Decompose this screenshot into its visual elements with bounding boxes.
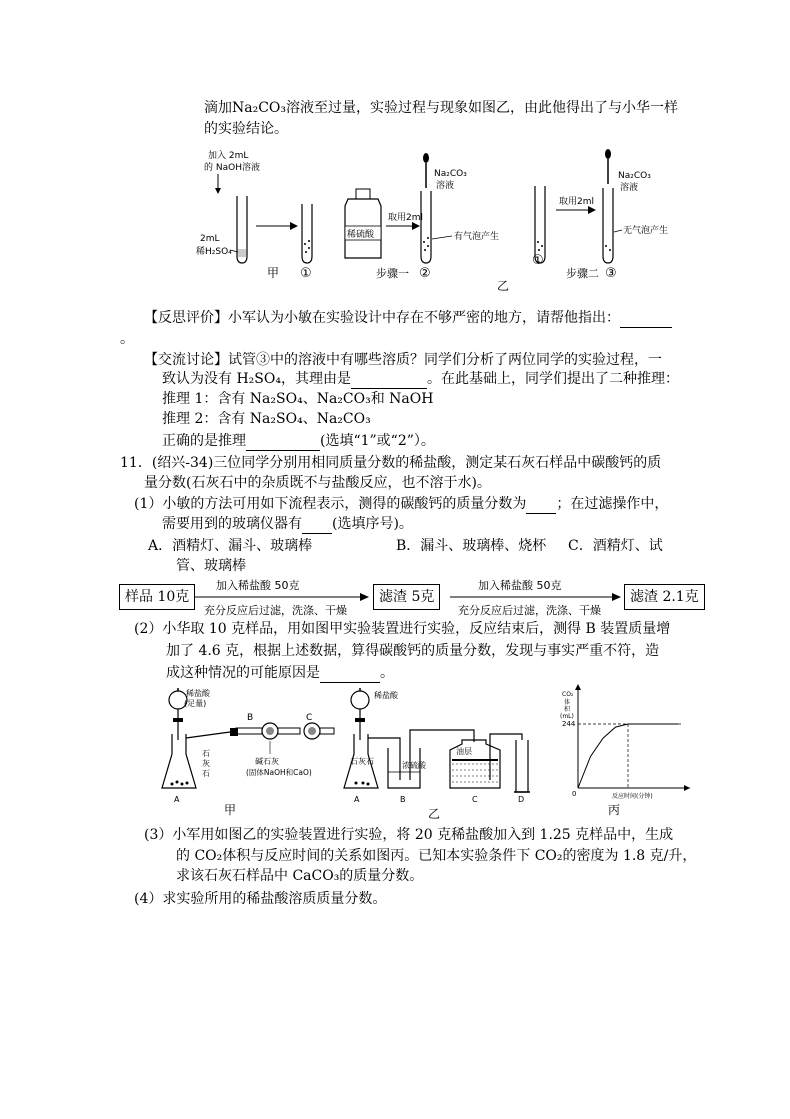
- y-label-3: 积: [564, 706, 571, 713]
- take-2ml-label-b: 取用2ml: [559, 197, 594, 207]
- label-b2: B: [400, 795, 406, 804]
- intro-line-2: 的实验结论。: [204, 121, 288, 137]
- flow-box-sample: 样品 10克: [119, 584, 195, 610]
- lime-2: 灰: [202, 759, 210, 768]
- p1-line1a: (1）小敏的方法可用如下流程表示，测得的碳酸钙的质量分数为: [134, 496, 527, 512]
- co2-chart: [560, 684, 690, 817]
- discuss-line-2: [162, 369, 679, 389]
- p1-line2b: (选填序号)。: [332, 516, 413, 532]
- acid-note: (足量): [184, 699, 207, 708]
- oil-layer-label: 油层: [456, 747, 472, 756]
- add-naoh-label-1: 加入 2mL: [208, 151, 249, 161]
- label-b: B: [247, 713, 254, 723]
- p3-line-1: (3）小军用如图乙的实验装置进行实验，将 20 克稀盐酸加入到 1.25 克样品中，生成: [144, 827, 674, 843]
- figure-jia-yi: [190, 146, 680, 296]
- test-tube-1: [302, 204, 312, 263]
- option-b: B．漏斗、玻璃棒、烧杯: [396, 538, 547, 554]
- p1-line2a: 需要用到的玻璃仪器有: [162, 516, 302, 532]
- reflect-blank[interactable]: [620, 327, 672, 328]
- p4-line-1: (4）求实验所用的稀盐酸溶质质量分数。: [134, 891, 387, 907]
- label-circle-1: ①: [300, 266, 312, 281]
- step-2-label: 步骤二: [566, 267, 599, 280]
- soda-lime-2: (固体NaOH和CaO): [246, 768, 312, 777]
- limestone-label: 石灰石: [350, 757, 374, 766]
- test-tube-3: [603, 188, 613, 263]
- label-bing: 丙: [608, 803, 621, 817]
- test-tube-2: [421, 191, 431, 263]
- soda-lime-1: 碱石灰: [255, 757, 279, 766]
- na2co3-label-1: Na₂CO₃: [434, 169, 467, 179]
- inference-2: 推理 2：含有 Na₂SO₄、Na₂CO₃: [162, 411, 371, 427]
- reflect-text: 【反思评价】小军认为小敏在实验设计中存在不够严密的地方，请帮他指出：: [144, 310, 620, 326]
- discuss-line-2b: 。在此基础上，同学们提出了二种推理：: [426, 371, 679, 387]
- q11-line-1: 11．(绍兴-34)三位同学分别用相同质量分数的稀盐酸，测定某石灰石样品中碳酸钙的质: [120, 455, 662, 471]
- reflect-line: [144, 308, 672, 328]
- na2co3-b-label-1: Na₂CO₃: [618, 171, 651, 181]
- p1-blank-2[interactable]: [302, 533, 332, 534]
- label-circle-1b: ①: [532, 253, 544, 268]
- acid-label-2: 稀盐酸: [374, 691, 398, 700]
- label-a2: A: [354, 795, 360, 804]
- flow-box-residue-1: 滤渣 5克: [373, 584, 440, 610]
- bubbles-label: 有气泡产生: [454, 232, 500, 242]
- option-a: A．酒精灯、漏斗、玻璃棒: [148, 538, 313, 554]
- intro-line-1: 滴加Na₂CO₃溶液至过量，实验过程与现象如图乙，由此他得出了与小华一样: [204, 100, 679, 116]
- take-2ml-label: 取用2ml: [388, 213, 423, 223]
- h2so4-label-2: 稀H₂SO₄: [196, 247, 232, 257]
- label-c: C: [306, 713, 313, 723]
- q11-line-2: 量分数(石灰石中的杂质既不与盐酸反应，也不溶于水)。: [144, 475, 491, 491]
- q11-p1-line-1: [134, 494, 668, 514]
- correct-line: [162, 431, 435, 451]
- inference-1: 推理 1：含有 Na₂SO₄、Na₂CO₃和 NaOH: [162, 391, 434, 407]
- acid-label: 稀盐酸: [186, 689, 210, 698]
- p2-line-2: 加了 4.6 克，根据上述数据，算得碳酸钙的质量分数，发现与事实严重不符，造: [166, 643, 660, 659]
- y-label-4: (mL): [560, 713, 574, 720]
- option-c-cont: 管、玻璃棒: [176, 558, 246, 574]
- correct-blank[interactable]: [246, 450, 320, 451]
- discuss-line-2a: 致认为没有 H₂SO₄，其理由是: [162, 371, 351, 387]
- y-label-2: 体: [564, 699, 571, 706]
- label-yi-2: 乙: [428, 807, 441, 820]
- bottle-label: 稀硫酸: [347, 230, 375, 240]
- flow-top-1: 加入稀盐酸 50克: [216, 579, 300, 592]
- x-label: 反应时间(分钟): [612, 793, 653, 800]
- step-1-label: 步骤一: [376, 267, 409, 280]
- funnel-bulb-2: [351, 691, 369, 709]
- label-jia: 甲: [267, 266, 280, 280]
- label-jia-2: 甲: [224, 803, 237, 817]
- no-bubbles-label: 无气泡产生: [623, 226, 669, 236]
- flask-a: [162, 734, 196, 788]
- label-circle-3: ③: [605, 266, 617, 281]
- correct-a: 正确的是推理: [162, 433, 246, 449]
- discuss-line-1: 【交流讨论】试管③中的溶液中有哪些溶质？同学们分析了两位同学的实验过程，一: [144, 352, 662, 368]
- p2-line3b: 。: [380, 665, 394, 681]
- p1-blank-1[interactable]: [526, 513, 556, 514]
- flow-bottom-1: 充分反应后过滤，洗涤、干燥: [204, 604, 347, 617]
- cylinder-d2: [516, 740, 528, 792]
- p2-line3a: 成这种情况的可能原因是: [166, 665, 320, 681]
- p1-line1b: ；在过滤操作中，: [556, 496, 669, 512]
- conc-h2so4-label: 浓硫酸: [402, 761, 426, 770]
- p2-line-3: [166, 663, 394, 683]
- lime-3: 石: [202, 769, 210, 778]
- figure-apparatus: [160, 684, 690, 820]
- label-c2: C: [472, 795, 478, 804]
- q11-p1-line-2: [162, 514, 413, 534]
- flow-box-residue-2: 滤渣 2.1克: [624, 584, 705, 610]
- reflect-period: 。: [120, 331, 134, 347]
- flow-top-2: 加入稀盐酸 50克: [478, 579, 562, 592]
- p3-line-3: 求该石灰石样品中 CaCO₃的质量分数。: [176, 868, 424, 884]
- y-tick-244: 244: [562, 720, 576, 728]
- add-naoh-label-2: 的 NaOH溶液: [204, 163, 260, 173]
- label-yi: 乙: [497, 279, 510, 293]
- flow-bottom-2: 充分反应后过滤，洗涤、干燥: [458, 604, 601, 617]
- p2-blank[interactable]: [320, 682, 380, 683]
- na2co3-b-label-2: 溶液: [620, 183, 639, 193]
- label-a: A: [174, 795, 180, 804]
- y-label-1: CO₂: [562, 691, 574, 698]
- p3-line-2: 的 CO₂体积与反应时间的关系如图丙。已知本实验条件下 CO₂的密度为 1.8 克/升，: [176, 848, 697, 864]
- na2co3-label-2: 溶液: [436, 181, 455, 191]
- label-d2: D: [518, 795, 525, 804]
- label-circle-2: ②: [419, 266, 431, 281]
- correct-b: (选填“1”或“2”）。: [320, 433, 435, 449]
- origin-label: 0: [572, 790, 577, 798]
- test-tube-1b: [535, 186, 545, 263]
- option-c: C．酒精灯、试: [568, 538, 663, 554]
- p2-line-1: (2）小华取 10 克样品，用如图甲实验装置进行实验，反应结束后，测得 B 装置质量增: [134, 621, 671, 637]
- h2so4-label-1: 2mL: [200, 234, 220, 244]
- lime-1: 石: [202, 749, 210, 758]
